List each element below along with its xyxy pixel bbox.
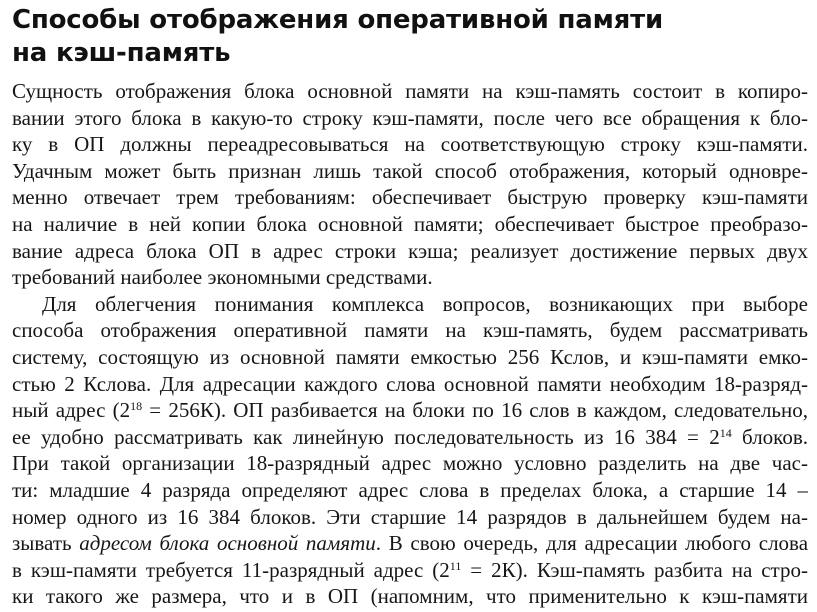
text-line: менно отвечает трем требованиям: обеспечивает быструю проверку кэш-памяти bbox=[12, 185, 808, 210]
text-fragment: в кэш-памяти требуется 11-разрядный адрес (2 bbox=[12, 557, 450, 582]
text-line: ки такого же размера, что и в ОП (напомним, что применительно к кэш-памяти bbox=[12, 584, 808, 609]
text-line: способа отображения оперативной памяти на кэш-память, будем рассматривать bbox=[12, 318, 808, 343]
text-line: ти: младшие 4 разряда определяют адрес слова в пределах блока, а старшие 14 – bbox=[12, 477, 808, 502]
superscript: 18 bbox=[130, 399, 143, 414]
text-fragment: ный адрес (2 bbox=[12, 398, 131, 423]
text-line: требований наиболее экономными средствами. bbox=[12, 265, 433, 290]
heading-line-2: на кэш-память bbox=[12, 38, 231, 68]
text-line: Для облегчения понимания комплекса вопросов, возникающих при выборе bbox=[42, 291, 808, 316]
text-line bbox=[12, 397, 808, 424]
text-line bbox=[12, 424, 808, 451]
text-line: ку в ОП должны переадресовываться на соответствующую строку кэш-памяти. bbox=[12, 132, 808, 157]
heading-line-1: Способы отображения оперативной памяти bbox=[12, 5, 664, 35]
paragraph-2 bbox=[12, 291, 808, 610]
text-line: систему, состоящую из основной памяти емкостью 256 Кслов, и кэш-памяти емко- bbox=[12, 344, 808, 369]
text-line: При такой организации 18-разрядный адрес можно условно разделить на две час- bbox=[12, 451, 808, 476]
text-fragment: . В свою очередь, для адресации любого слова bbox=[375, 531, 808, 556]
text-fragment: блоков. bbox=[731, 424, 808, 449]
text-fragment: = 2К). Кэш-память разбита на стро- bbox=[461, 557, 808, 582]
text-line: на наличие в ней копии блока основной памяти; обеспечивает быстрое преобразо- bbox=[12, 211, 808, 236]
text-line: Удачным может быть признан лишь такой способ отображения, который одновре- bbox=[12, 158, 808, 183]
text-line: вании этого блока в какую-то строку кэш-памяти, после чего все обращения к бло- bbox=[12, 105, 808, 130]
italic-term: адресом блока основной памяти bbox=[79, 531, 376, 556]
text-line: стью 2 Кслова. Для адресации каждого слова основной памяти необходим 18-разряд- bbox=[12, 371, 808, 396]
body-text bbox=[12, 78, 808, 610]
superscript: 11 bbox=[449, 558, 462, 573]
text-line: Сущность отображения блока основной памяти на кэш-память состоит в копиро- bbox=[12, 79, 808, 103]
superscript: 14 bbox=[719, 425, 732, 440]
text-line bbox=[12, 557, 808, 584]
text-fragment: зывать bbox=[12, 531, 80, 556]
section-heading bbox=[12, 4, 812, 70]
text-line: номер одного из 16 384 блоков. Эти старшие 14 разрядов в дальнейшем будем на- bbox=[12, 504, 808, 529]
text-fragment: ее удобно рассматривать как линейную последовательность из 16 384 = 2 bbox=[12, 424, 720, 449]
text-fragment: = 256К). ОП разбивается на блоки по 16 слов в каждом, следовательно, bbox=[142, 398, 808, 423]
text-line bbox=[12, 530, 808, 557]
paragraph-1 bbox=[12, 78, 808, 291]
text-line: вание адреса блока ОП в адрес строки кэша; реализует достижение первых двух bbox=[12, 238, 808, 263]
